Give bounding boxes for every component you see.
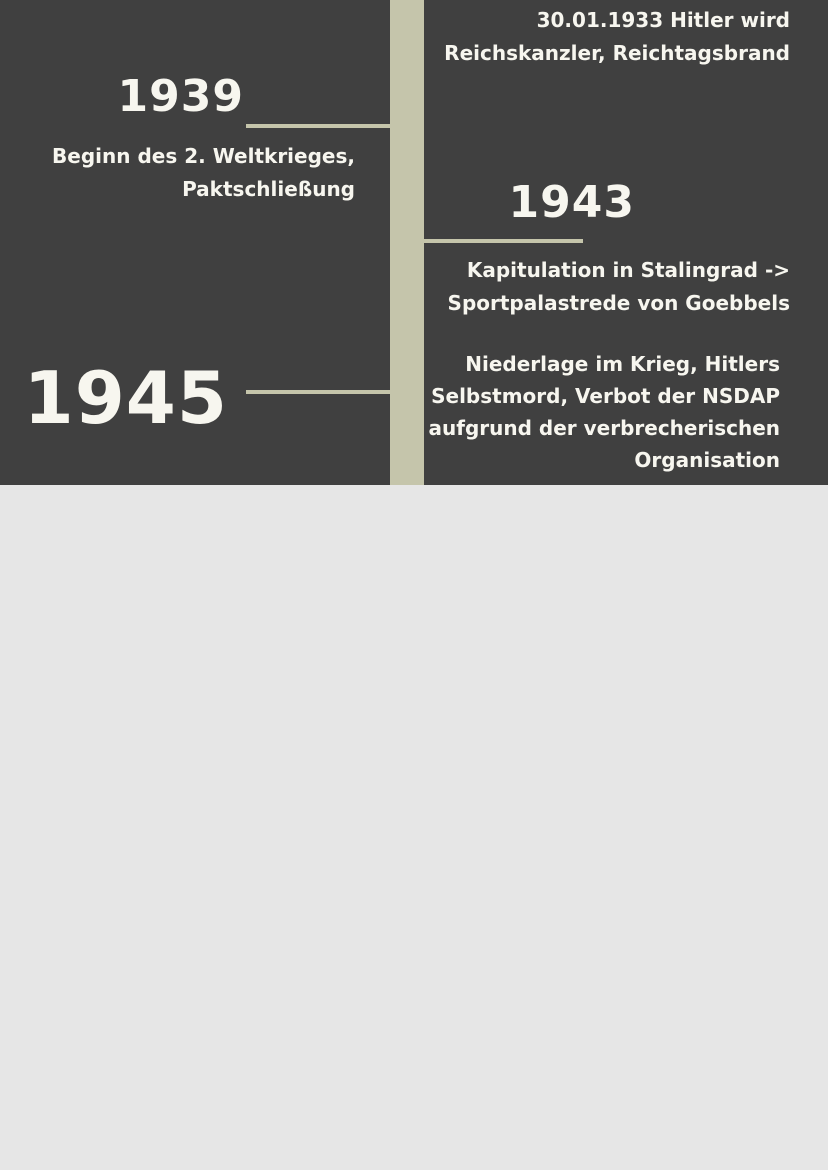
event-1943-description bbox=[448, 254, 790, 320]
event-1945-year: 1945 bbox=[23, 356, 228, 440]
event-1939-connector bbox=[246, 124, 390, 128]
event-1945-line: Organisation bbox=[634, 448, 780, 472]
event-1939-line: Paktschließung bbox=[182, 177, 355, 201]
event-1933-line: Reichskanzler, Reichtagsbrand bbox=[444, 41, 790, 65]
event-1943-line: Kapitulation in Stalingrad -> bbox=[466, 258, 790, 282]
event-1939-description bbox=[52, 140, 355, 206]
timeline-axis bbox=[390, 0, 424, 485]
event-1943-connector bbox=[424, 239, 583, 243]
timeline-panel bbox=[0, 0, 828, 485]
event-1943-line: Sportpalastrede von Goebbels bbox=[447, 291, 790, 315]
event-1945-description bbox=[429, 348, 780, 476]
event-1933-description bbox=[444, 4, 790, 70]
event-1943-year: 1943 bbox=[508, 177, 635, 228]
event-1945-line: Selbstmord, Verbot der NSDAP bbox=[431, 384, 780, 408]
event-1945-line: aufgrund der verbrecherischen bbox=[428, 416, 780, 440]
event-1945-connector bbox=[246, 390, 390, 394]
event-1945-line: Niederlage im Krieg, Hitlers bbox=[465, 352, 780, 376]
event-1939-line: Beginn des 2. Weltkrieges, bbox=[52, 144, 355, 168]
event-1933-line: 30.01.1933 Hitler wird bbox=[536, 8, 790, 32]
event-1939-year: 1939 bbox=[117, 71, 244, 122]
